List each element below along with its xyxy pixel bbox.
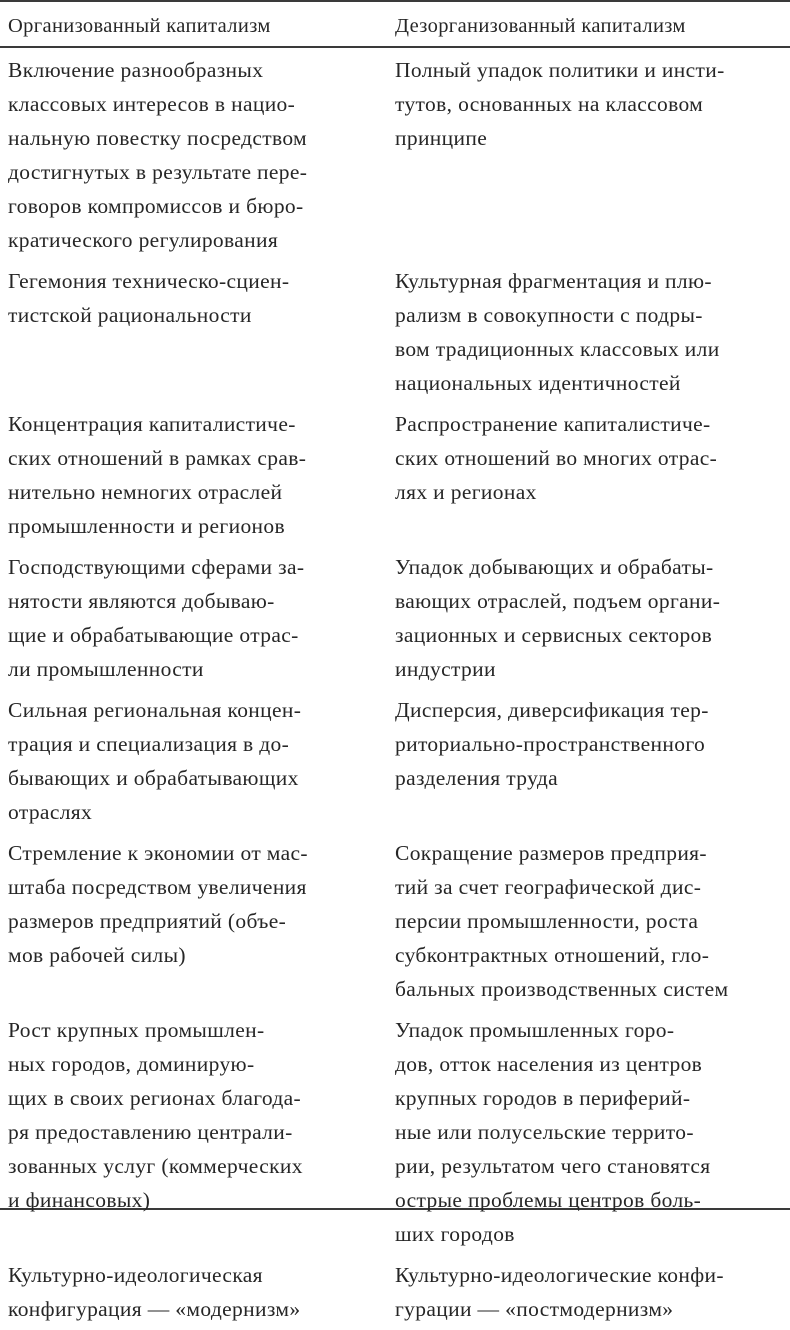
cell-text-line: принципе <box>395 126 488 150</box>
cell-organized <box>0 833 387 1010</box>
cell-text-line: вающих отраслей, подъем органи- <box>395 589 721 613</box>
cell-text-line: лях и регионах <box>395 480 537 504</box>
cell-text-line: Стремление к экономии от мас- <box>8 841 308 865</box>
table-row <box>0 1010 790 1255</box>
cell-disorganized <box>387 1010 790 1255</box>
cell-text-line: Господствующими сферами за- <box>8 555 305 579</box>
cell-organized <box>0 547 387 690</box>
cell-text-line: ли промышленности <box>8 657 204 681</box>
cell-organized <box>0 261 387 404</box>
cell-text-line: рализм в совокупности с подры- <box>395 303 703 327</box>
cell-text-line: тий за счет географической дис- <box>395 875 702 899</box>
table-row <box>0 547 790 690</box>
cell-text-line: рии, результатом чего становятся <box>395 1154 711 1178</box>
cell-organized <box>0 1010 387 1255</box>
cell-text-line: щие и обрабатывающие отрас- <box>8 623 299 647</box>
cell-text-line: Дисперсия, диверсификация тер- <box>395 698 709 722</box>
cell-text-line: Включение разнообразных <box>8 58 264 82</box>
cell-text-line: ских отношений в рамках срав- <box>8 446 307 470</box>
cell-text-line: Полный упадок политики и инсти- <box>395 58 725 82</box>
header-organized: Организованный капитализм <box>0 2 387 47</box>
cell-text-line: ря предоставлению централи- <box>8 1120 293 1144</box>
cell-text-line: достигнутых в результате пере- <box>8 160 308 184</box>
cell-text-line: бывающих и обрабатывающих <box>8 766 299 790</box>
table-row <box>0 47 790 261</box>
cell-text-line: ных городов, доминирую- <box>8 1052 255 1076</box>
cell-text-line: нительно немногих отраслей <box>8 480 283 504</box>
table-row <box>0 690 790 833</box>
cell-text-line: зационных и сервисных секторов <box>395 623 713 647</box>
cell-text-line: субконтрактных отношений, гло- <box>395 943 710 967</box>
cell-text-line: ших городов <box>395 1222 515 1246</box>
cell-text-line: национальных идентичностей <box>395 371 681 395</box>
cell-disorganized <box>387 404 790 547</box>
cell-text-line: Культурно-идеологическая <box>8 1263 263 1287</box>
cell-organized <box>0 1255 387 1330</box>
cell-text-line: дов, отток населения из центров <box>395 1052 703 1076</box>
cell-text-line: Культурная фрагментация и плю- <box>395 269 712 293</box>
cell-text-line: Распространение капиталистиче- <box>395 412 711 436</box>
cell-text-line: штаба посредством увеличения <box>8 875 307 899</box>
cell-disorganized <box>387 47 790 261</box>
cell-text-line: ских отношений во многих отрас- <box>395 446 718 470</box>
header-disorganized: Дезорганизованный капитализм <box>387 2 790 47</box>
cell-text-line: конфигурация — «модернизм» <box>8 1297 301 1321</box>
cell-text-line: персии промышленности, роста <box>395 909 699 933</box>
cell-disorganized <box>387 1255 790 1330</box>
table-row <box>0 404 790 547</box>
cell-text-line: тутов, основанных на классовом <box>395 92 704 116</box>
cell-text-line: риториально-пространственного <box>395 732 706 756</box>
cell-text-line: зованных услуг (коммерческих <box>8 1154 303 1178</box>
cell-text-line: крупных городов в периферий- <box>395 1086 691 1110</box>
cell-disorganized <box>387 261 790 404</box>
header-row <box>0 2 790 47</box>
cell-text-line: гурации — «постмодернизм» <box>395 1297 674 1321</box>
cell-text-line: и финансовых) <box>8 1188 151 1212</box>
cell-text-line: разделения труда <box>395 766 559 790</box>
cell-text-line: кратического регулирования <box>8 228 279 252</box>
table-row <box>0 261 790 404</box>
cell-text-line: нятости являются добываю- <box>8 589 275 613</box>
cell-text-line: бальных производственных систем <box>395 977 729 1001</box>
cell-text-line: Сильная региональная концен- <box>8 698 302 722</box>
cell-text-line: нальную повестку посредством <box>8 126 307 150</box>
cell-disorganized <box>387 833 790 1010</box>
cell-text-line: щих в своих регионах благода- <box>8 1086 302 1110</box>
cell-text-line: Культурно-идеологические конфи- <box>395 1263 724 1287</box>
cell-text-line: мов рабочей силы) <box>8 943 186 967</box>
cell-text-line: промышленности и регионов <box>8 514 285 538</box>
cell-text-line: Упадок добывающих и обрабаты- <box>395 555 714 579</box>
cell-text-line: трация и специализация в до- <box>8 732 290 756</box>
cell-organized <box>0 47 387 261</box>
cell-text-line: Упадок промышленных горо- <box>395 1018 675 1042</box>
cell-text-line: говоров компромиссов и бюро- <box>8 194 304 218</box>
cell-disorganized <box>387 547 790 690</box>
cell-disorganized <box>387 690 790 833</box>
cell-organized <box>0 404 387 547</box>
cell-text-line: индустрии <box>395 657 496 681</box>
cell-organized <box>0 690 387 833</box>
table-row <box>0 833 790 1010</box>
cell-text-line: Рост крупных промышлен- <box>8 1018 265 1042</box>
cell-text-line: Концентрация капиталистиче- <box>8 412 296 436</box>
cell-text-line: отраслях <box>8 800 93 824</box>
cell-text-line: тистской рациональности <box>8 303 252 327</box>
cell-text-line: размеров предприятий (объе- <box>8 909 287 933</box>
cell-text-line: Сокращение размеров предприя- <box>395 841 707 865</box>
cell-text-line: Гегемония техническо-сциен- <box>8 269 290 293</box>
cell-text-line: классовых интересов в нацио- <box>8 92 296 116</box>
cell-text-line: вом традиционных классовых или <box>395 337 720 361</box>
cell-text-line: острые проблемы центров боль- <box>395 1188 702 1212</box>
cell-text-line: ные или полусельские террито- <box>395 1120 694 1144</box>
table-row <box>0 1255 790 1330</box>
capitalism-table <box>0 2 790 1330</box>
